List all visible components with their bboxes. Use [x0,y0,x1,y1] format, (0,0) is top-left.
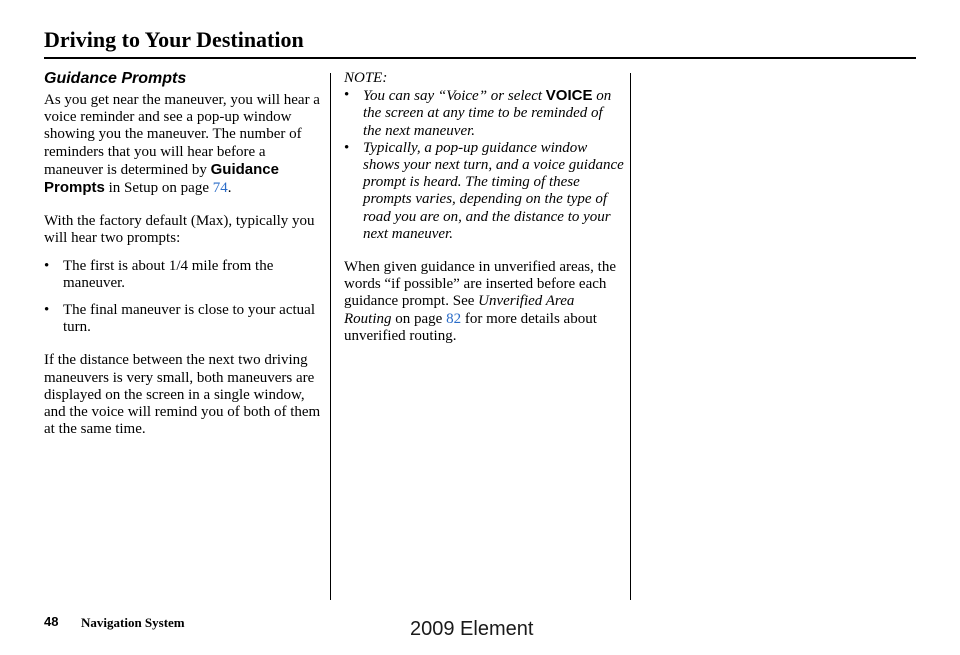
page-82-link[interactable]: 82 [446,310,462,327]
unverified-paragraph [344,259,624,345]
note1-pre: You can say “Voice” or select [363,88,546,105]
page-number: 48 [44,614,59,629]
bullet-dot: • [344,87,350,104]
note1-post: on the screen at any time to be reminded of the next maneuver. [363,88,612,139]
page-74-link[interactable]: 74 [212,180,228,197]
bullet-dot: • [344,139,350,156]
bullet-text: The final maneuver is close to your actual turn. [63,302,315,336]
prompt-bullet-1 [44,258,324,292]
page-heading: Driving to Your Destination [44,27,304,52]
intro-text: As you get near the maneuver, you will hear a voice reminder and see a pop-up window showing you the maneuver. The number of reminders that you will hear before a maneuver is determined by [44,92,320,178]
bullet-dot: • [44,302,50,319]
bullet-text: The first is about 1/4 mile from the maneuver. [63,257,274,291]
note-bullet-1 [344,87,624,140]
left-column [44,70,324,454]
intro-paragraph [44,92,324,197]
intro-after: in Setup on page [104,180,213,197]
middle-column [344,70,624,361]
default-paragraph: With the factory default (Max), typically you will hear two prompts: [44,213,315,247]
voice-term: VOICE [545,87,593,105]
note-bullet-2 [344,140,624,243]
note-label: NOTE: [344,70,388,86]
unverified-mid: on page [391,310,447,327]
heading-rule [44,57,916,59]
column-divider-right [630,73,631,600]
section-title: Guidance Prompts [44,70,187,87]
distance-paragraph: If the distance between the next two driving maneuvers is very small, both maneuvers are displayed on the screen in a single window, and the voice will remind you of both of them at the same time. [44,352,321,438]
bullet-dot: • [44,257,50,274]
guidance-prompts-term: Guidance Prompts [44,160,279,197]
prompt-bullet-2 [44,302,324,336]
watermark: 2009 Element [410,618,534,640]
footer-title: Navigation System [81,615,185,630]
unverified-pre: When given guidance in unverified areas, the words “if possible” are inserted before each guidance prompt. See [344,259,616,310]
unverified-routing-title: Unverified Area Routing [344,293,575,327]
note2-text: Typically, a pop-up guidance window shows your next turn, and a voice guidance prompt is heard. The timing of these prompts varies, depending on the type of road you are on, and the distance to your next maneuver. [363,139,624,242]
intro-end: . [227,180,232,197]
column-divider-left [330,73,331,600]
note-list [344,87,624,243]
unverified-post: for more details about unverified routing. [344,310,597,344]
